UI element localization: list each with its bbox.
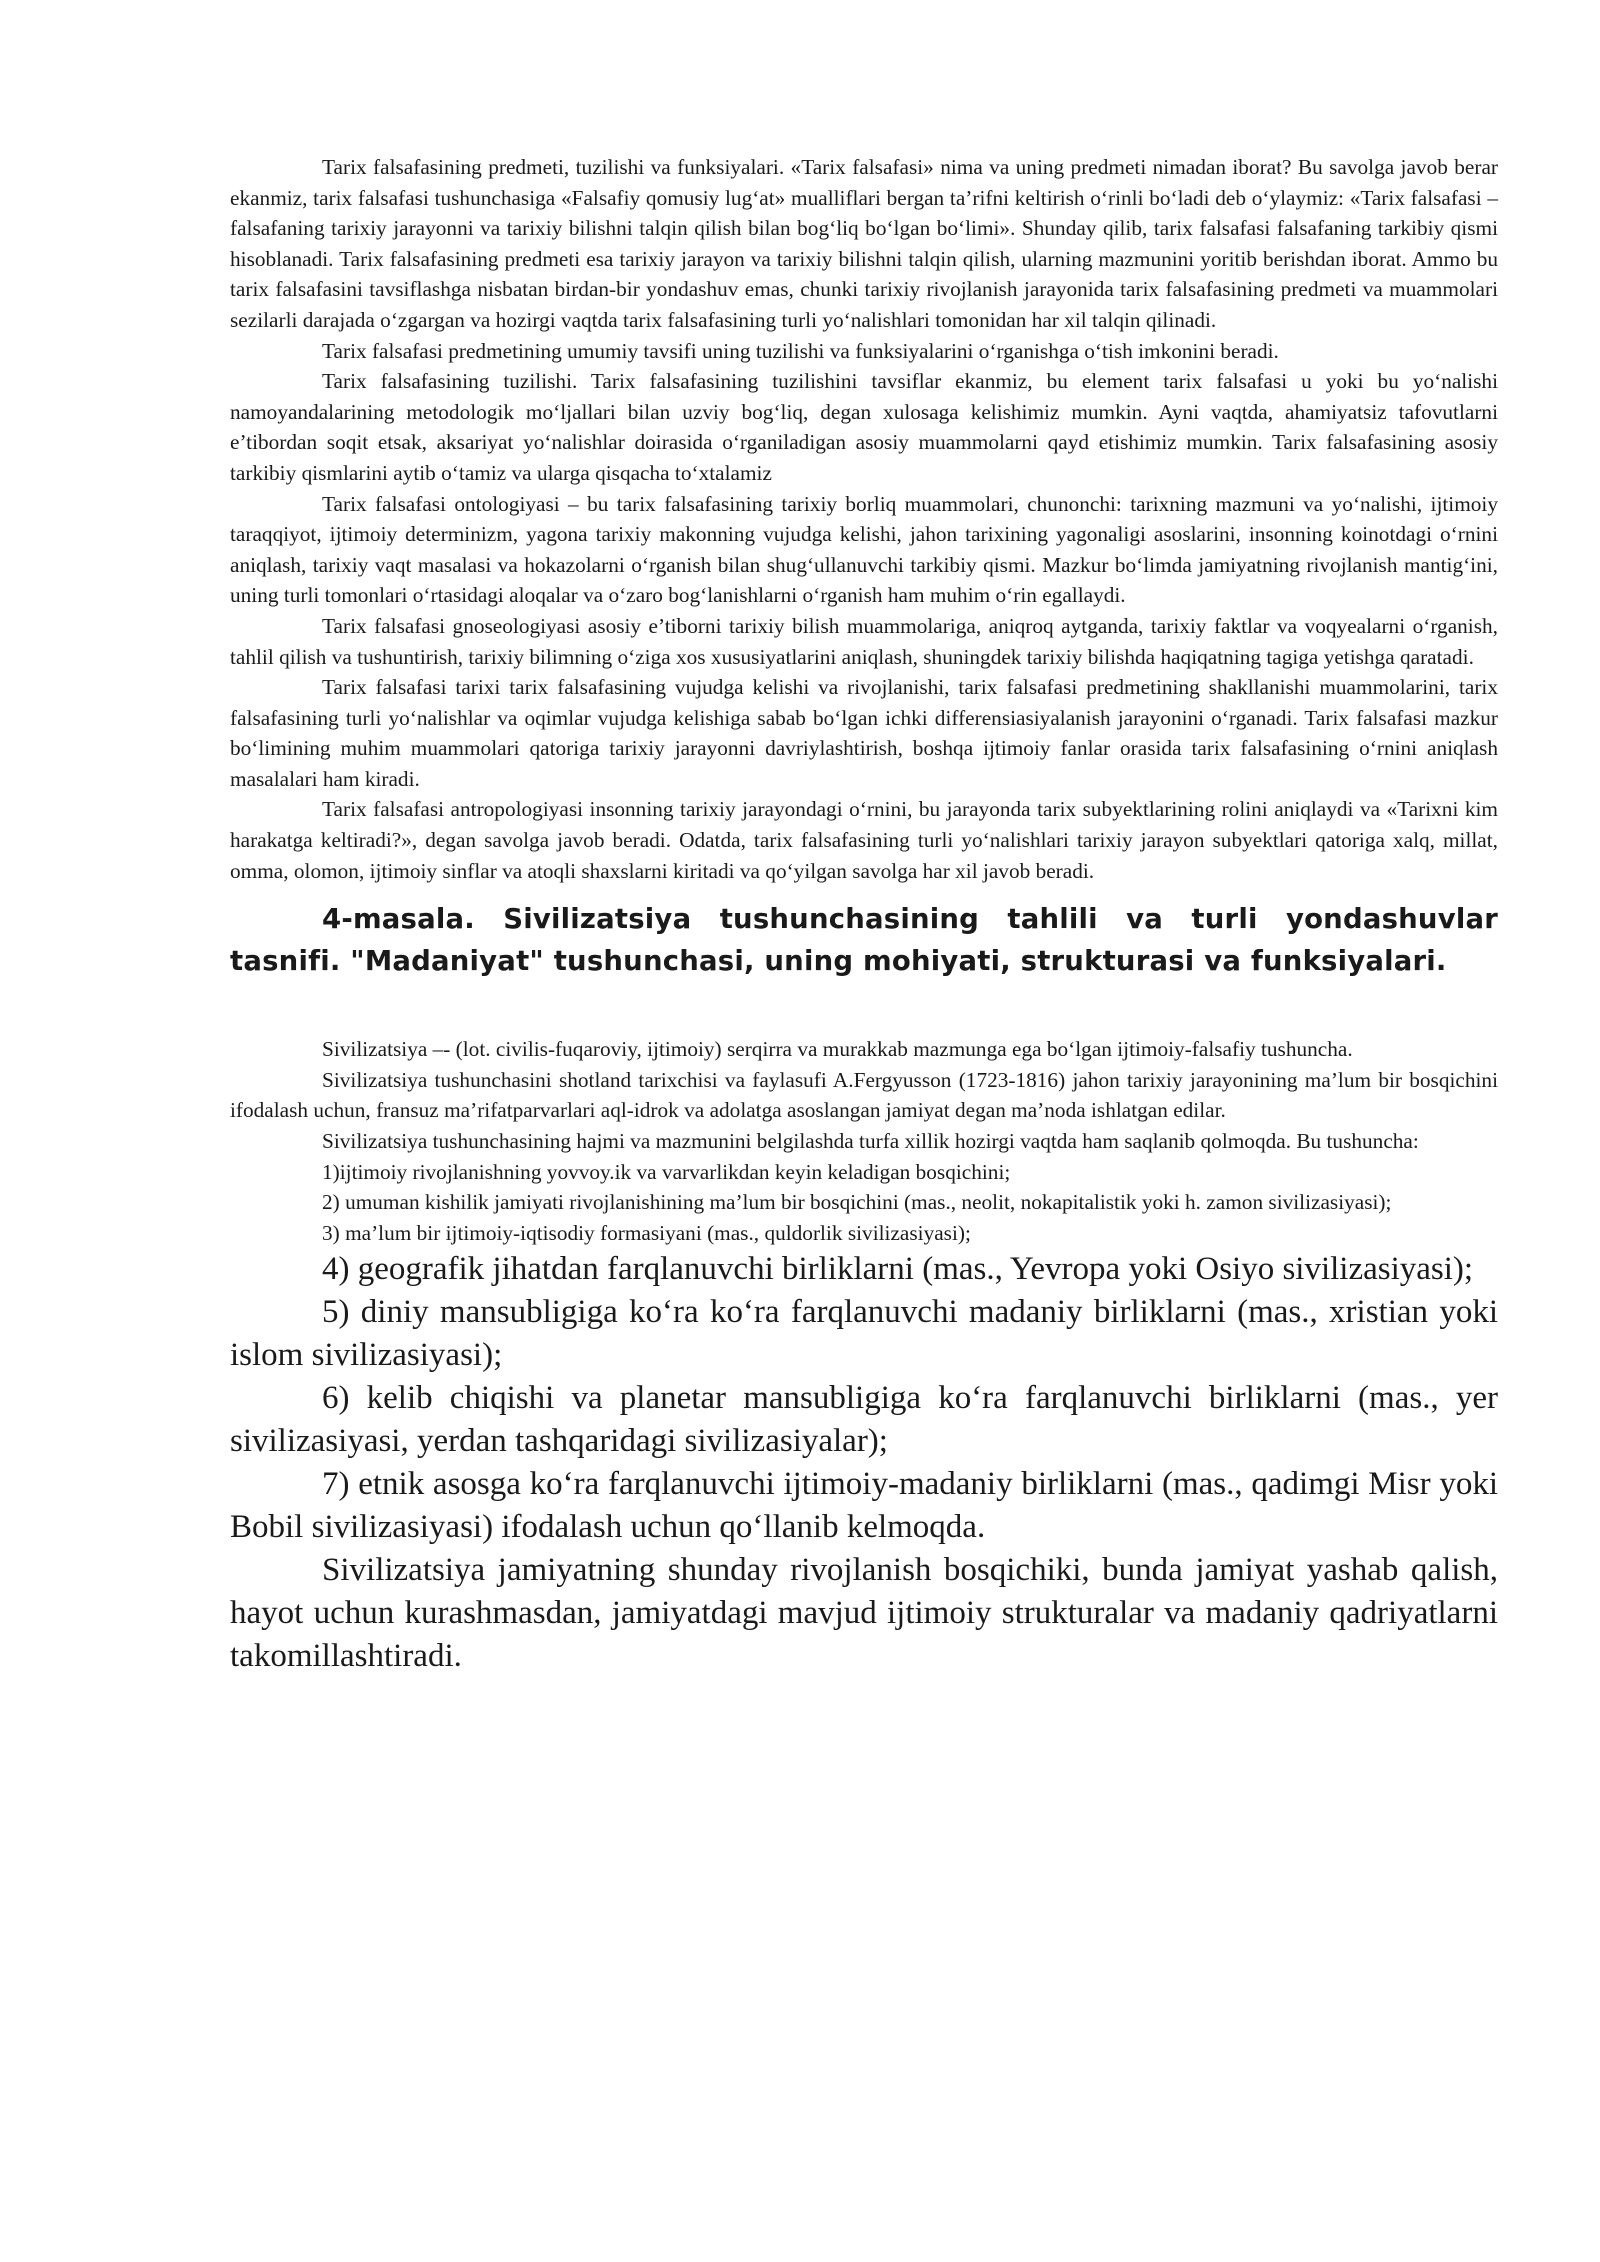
list-item: 3) ma’lum bir ijtimoiy-iqtisodiy formasiyani (mas., quldorlik sivilizasiyasi); [322, 1220, 971, 1245]
paragraph-antropologiya: Tarix falsafasi antropologiyasi insonning tarixiy jarayondagi o‘rnini, bu jarayonda tarix subyektlarining rolini aniqlaydi va «Tarixni kim harakatga keltiradi?», degan savolga javob beradi. Odatda, tarix falsafasining turli yo‘nalishlari tarixiy jarayon subyektlari qatoriga xalq, millat, omma, olomon, ijtimoiy sinflar va atoqli shaxslarni kiritadi va qo‘yilgan savolga har xil javob beradi. [230, 797, 1498, 883]
paragraph-tuzilish: Tarix falsafasining tuzilishi. Tarix falsafasining tuzilishini tavsiflar ekanmiz, bu element tarix falsafasi u yoki bu yo‘nalishi namoyandalarining metodologik mo‘ljallari bilan uzviy bog‘liq, degan xulosaga kelishimiz mumkin. Ayni vaqtda, ahamiyatsiz tafovutlarni e’tibordan soqit etsak, aksariyat yo‘nalishlar doirasida o‘rganiladigan asosiy muammolarni qayd etishimiz mumkin. Tarix falsafasining asosiy tarkibiy qismlarini aytib o‘tamiz va ularga qisqacha to‘xtalamiz [230, 369, 1498, 485]
section-heading: 4-masala. Sivilizatsiya tushunchasining tahlili va turli yondashuvlar tasnifi. "Madaniyat" tushunchasi, uning mohiyati, strukturasi va funksiyalari. [230, 903, 1498, 978]
paragraph-tavsif: Tarix falsafasi predmetining umumiy tavsifi uning tuzilishi va funksiyalarini o‘rganishga o‘tish imkonini beradi. [322, 338, 1279, 363]
paragraph-sivilizatsiya-scope: Sivilizatsiya tushunchasining hajmi va mazmunini belgilashda turfa xillik hozirgi vaqtda ham saqlanib qolmoqda. Bu tushuncha: [322, 1129, 1419, 1154]
spacer [230, 982, 1498, 1034]
paragraph-sivilizatsiya-origin: Sivilizatsiya tushunchasini shotland tarixchisi va faylasufi A.Fergyusson (1723-1816) jahon tarixiy jarayonining ma’lum bir bosqichini ifodalash uchun, fransuz ma’rifatparvarlari aql-idrok va adolatga asoslangan jamiyat degan ma’noda ishlatgan edilar. [230, 1067, 1498, 1123]
document-page [230, 152, 1498, 1678]
paragraph-sivilizatsiya-definition: Sivilizatsiya –- (lot. civilis-fuqaroviy, ijtimoiy) serqirra va murakkab mazmunga ega bo‘lgan ijtimoiy-falsafiy tushuncha. [322, 1037, 1353, 1062]
paragraph-ontologiya: Tarix falsafasi ontologiyasi – bu tarix falsafasining tarixiy borliq muammolari, chunonchi: tarixning mazmuni va yo‘nalishi, ijtimoiy taraqqiyot, ijtimoiy determinizm, yagona tarixiy makonning vujudga kelishi, jahon tarixining yagonaligi asoslarini, insonning koinotdagi o‘rnini aniqlash, tarixiy vaqt masalasi va hokazolarni o‘rganish bilan shug‘ullanuvchi tarkibiy qismi. Mazkur bo‘limda jamiyatning rivojlanish mantig‘ini, uning turli tomonlari o‘rtasidagi aloqalar va o‘zaro bog‘lanishlarni o‘rganish ham muhim o‘rin egallaydi. [230, 491, 1498, 608]
list-item: 7) etnik asosga ko‘ra farqlanuvchi ijtimoiy-madaniy birliklarni (mas., qadimgi Misr yoki Bobil sivilizasiyasi) ifodalash uchun qo‘llanib kelmoqda. [230, 1466, 1498, 1546]
paragraph-tarix-falsafasi-tarixi: Tarix falsafasi tarixi tarix falsafasining vujudga kelishi va rivojlanishi, tarix falsafasi predmetining shakllanishi muammolarini, tarix falsafasining turli yo‘nalishlar va oqimlar vujudga kelishiga sabab bo‘lgan ichki differensiasiyalanish jarayonini o‘rganadi. Tarix falsafasi mazkur bo‘limining muhim muammolari qatoriga tarixiy jarayonni davriylashtirish, boshqa ijtimoiy fanlar orasida tarix falsafasining o‘rnini aniqlash masalalari ham kiradi. [230, 675, 1498, 791]
list-item: 2) umuman kishilik jamiyati rivojlanishining ma’lum bir bosqichini (mas., neolit, nokapitalistik yoki h. zamon sivilizasiyasi); [322, 1190, 1392, 1215]
list-item: 1)ijtimoiy rivojlanishning yovvoy.ik va varvarlikdan keyin keladigan bosqichini; [322, 1159, 1011, 1184]
list-item: 4) geografik jihatdan farqlanuvchi birliklarni (mas., Yevropa yoki Osiyo sivilizasiyasi); [322, 1251, 1474, 1288]
paragraph-gnoseologiya: Tarix falsafasi gnoseologiyasi asosiy e’tiborni tarixiy bilish muammolariga, aniqroq aytganda, tarixiy faktlar va voqyealarni o‘rganish, tahlil qilish va tushuntirish, tarixiy bilimning o‘ziga xos xususiyatlarini aniqlash, shuningdek tarixiy bilishda haqiqatning tagiga yetishga qaratadi. [230, 613, 1498, 669]
paragraph-predmet: Tarix falsafasining predmeti, tuzilishi va funksiyalari. «Tarix falsafasi» nima va uning predmeti nimadan iborat? Bu savolga javob berar ekanmiz, tarix falsafasi tushunchasiga «Falsafiy qomusiy lug‘at» mualliflari bergan ta’rifni keltirish o‘rinli bo‘ladi deb o‘ylaymiz: «Tarix falsafasi – falsafaning tarixiy jarayonni va tarixiy bilishni talqin qilish bilan bog‘liq bo‘lgan bo‘limi». Shunday qilib, tarix falsafasi falsafaning tarkibiy qismi hisoblanadi. Tarix falsafasining predmeti esa tarixiy jarayon va tarixiy bilishni talqin qilish, ularning mazmunini yoritib berishdan iborat. Ammo bu tarix falsafasini tavsiflashga nisbatan birdan-bir yondashuv emas, chunki tarixiy rivojlanish jarayonida tarix falsafasining predmeti va muammolari sezilarli darajada o‘zgargan va hozirgi vaqtda tarix falsafasining turli yo‘nalishlari tomonidan har xil talqin qilinadi. [230, 155, 1498, 332]
list-item: 6) kelib chiqishi va planetar mansubligiga ko‘ra farqlanuvchi birliklarni (mas., yer sivilizasiyasi, yerdan tashqaridagi sivilizasiyalar); [230, 1380, 1498, 1460]
closing-paragraph: Sivilizatsiya jamiyatning shunday rivojlanish bosqichiki, bunda jamiyat yashab qalish, hayot uchun kurashmasdan, jamiyatdagi mavjud ijtimoiy strukturalar va madaniy qadriyatlarni takomillashtiradi. [230, 1552, 1498, 1675]
list-item: 5) diniy mansubligiga ko‘ra ko‘ra farqlanuvchi madaniy birliklarni (mas., xristian yoki islom sivilizasiyasi); [230, 1294, 1498, 1374]
